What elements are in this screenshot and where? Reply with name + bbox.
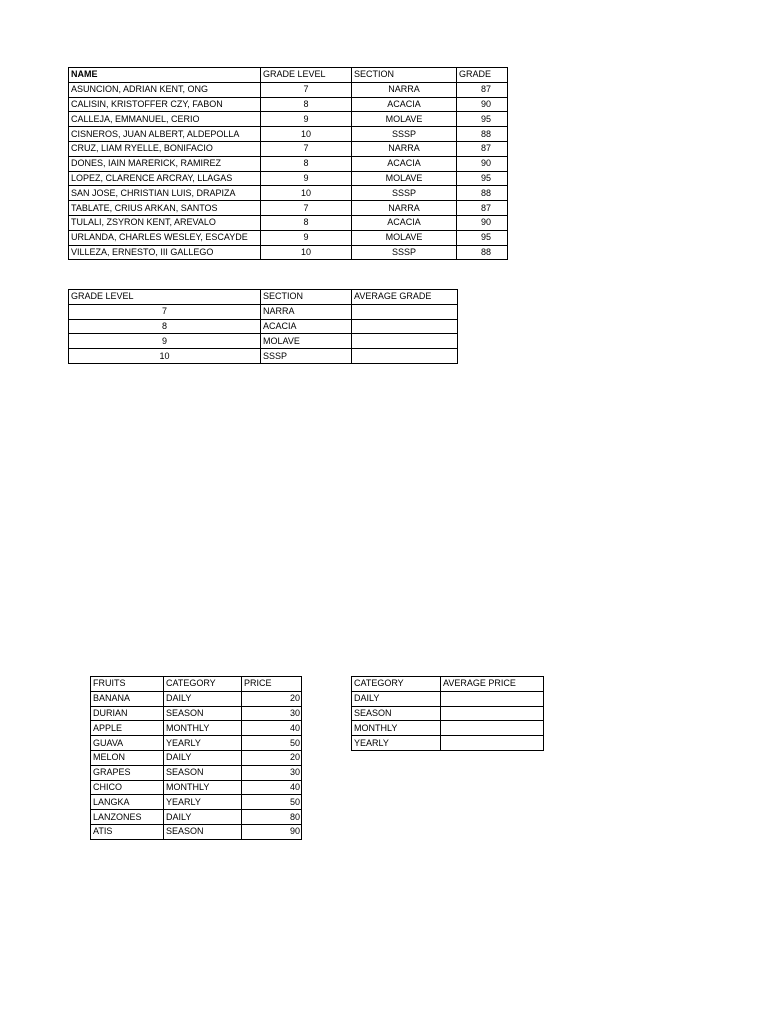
table-cell[interactable]: SSSP xyxy=(352,127,457,142)
table-cell[interactable]: SEASON xyxy=(164,824,242,839)
table-cell[interactable]: 88 xyxy=(457,127,508,142)
table-cell[interactable]: 10 xyxy=(261,245,352,260)
table-cell[interactable]: SSSP xyxy=(352,245,457,260)
header-cell[interactable]: GRADE LEVEL xyxy=(69,290,261,305)
table-cell[interactable]: SSSP xyxy=(352,186,457,201)
table-row xyxy=(69,186,508,201)
table-row xyxy=(69,215,508,230)
table-cell[interactable]: MOLAVE xyxy=(352,171,457,186)
table-cell[interactable]: GUAVA xyxy=(91,736,164,751)
table-row xyxy=(352,706,544,721)
header-cell[interactable]: CATEGORY xyxy=(352,677,441,692)
header-cell[interactable]: SECTION xyxy=(261,290,352,305)
header-cell[interactable]: GRADE LEVEL xyxy=(261,68,352,83)
table-cell[interactable]: NARRA xyxy=(261,304,352,319)
table-cell[interactable]: LANZONES xyxy=(91,810,164,825)
table-row xyxy=(69,141,508,156)
table-row xyxy=(352,736,544,751)
table-cell[interactable]: TULALI, ZSYRON KENT, AREVALO xyxy=(69,215,261,230)
table-cell[interactable]: 10 xyxy=(261,186,352,201)
table-cell[interactable]: 7 xyxy=(261,141,352,156)
header-cell[interactable]: PRICE xyxy=(242,677,302,692)
table-cell[interactable]: 8 xyxy=(261,215,352,230)
table-row xyxy=(69,334,458,349)
table-cell[interactable]: 7 xyxy=(261,201,352,216)
table-row xyxy=(69,230,508,245)
table-row xyxy=(91,810,302,825)
table-row xyxy=(69,319,458,334)
table-cell[interactable]: YEARLY xyxy=(164,795,242,810)
table-cell[interactable]: 87 xyxy=(457,201,508,216)
table-row xyxy=(91,721,302,736)
table-cell[interactable]: DAILY xyxy=(164,750,242,765)
table-row xyxy=(69,82,508,97)
table-row xyxy=(69,112,508,127)
table-cell[interactable]: MELON xyxy=(91,750,164,765)
table-cell[interactable] xyxy=(352,334,458,349)
table-row xyxy=(69,97,508,112)
table-cell[interactable]: DONES, IAIN MARERICK, RAMIREZ xyxy=(69,156,261,171)
category-average-table-body xyxy=(352,677,544,751)
grades-table xyxy=(68,67,508,260)
header-row xyxy=(69,68,508,83)
table-cell[interactable]: MOLAVE xyxy=(352,112,457,127)
table-cell[interactable]: ASUNCION, ADRIAN KENT, ONG xyxy=(69,82,261,97)
table-cell[interactable]: 95 xyxy=(457,230,508,245)
fruits-table-body xyxy=(91,677,302,840)
table-cell[interactable]: VILLEZA, ERNESTO, III GALLEGO xyxy=(69,245,261,260)
table-cell[interactable] xyxy=(441,721,544,736)
header-cell[interactable]: AVERAGE PRICE xyxy=(441,677,544,692)
table-cell[interactable]: ACACIA xyxy=(261,319,352,334)
table-cell[interactable]: 90 xyxy=(457,97,508,112)
table-cell[interactable]: SAN JOSE, CHRISTIAN LUIS, DRAPIZA xyxy=(69,186,261,201)
table-cell[interactable]: MOLAVE xyxy=(261,334,352,349)
table-row xyxy=(91,795,302,810)
table-cell[interactable]: CALISIN, KRISTOFFER CZY, FABON xyxy=(69,97,261,112)
table-cell[interactable]: LOPEZ, CLARENCE ARCRAY, LLAGAS xyxy=(69,171,261,186)
table-row xyxy=(69,245,508,260)
table-row xyxy=(91,736,302,751)
table-cell[interactable]: SEASON xyxy=(164,706,242,721)
table-cell[interactable]: 88 xyxy=(457,245,508,260)
table-cell[interactable]: 95 xyxy=(457,112,508,127)
table-cell[interactable]: SSSP xyxy=(261,349,352,364)
table-cell[interactable]: 90 xyxy=(242,824,302,839)
table-cell[interactable]: 7 xyxy=(261,82,352,97)
table-cell[interactable]: LANGKA xyxy=(91,795,164,810)
table-row xyxy=(69,171,508,186)
table-cell[interactable]: DAILY xyxy=(352,691,441,706)
table-cell[interactable]: 88 xyxy=(457,186,508,201)
table-cell[interactable]: CISNEROS, JUAN ALBERT, ALDEPOLLA xyxy=(69,127,261,142)
table-cell[interactable]: URLANDA, CHARLES WESLEY, ESCAYDE xyxy=(69,230,261,245)
table-cell[interactable]: NARRA xyxy=(352,141,457,156)
table-row xyxy=(69,156,508,171)
table-cell[interactable]: 9 xyxy=(261,112,352,127)
table-cell[interactable]: MOLAVE xyxy=(352,230,457,245)
table-row xyxy=(69,201,508,216)
table-cell[interactable]: CALLEJA, EMMANUEL, CERIO xyxy=(69,112,261,127)
table-cell[interactable]: 9 xyxy=(261,171,352,186)
table-row xyxy=(91,691,302,706)
header-cell[interactable]: SECTION xyxy=(352,68,457,83)
table-cell[interactable]: CRUZ, LIAM RYELLE, BONIFACIO xyxy=(69,141,261,156)
table-cell[interactable]: 87 xyxy=(457,141,508,156)
table-cell[interactable]: 20 xyxy=(242,750,302,765)
table-cell[interactable]: 8 xyxy=(261,97,352,112)
table-cell[interactable]: APPLE xyxy=(91,721,164,736)
table-cell[interactable]: MONTHLY xyxy=(164,780,242,795)
header-cell[interactable]: FRUITS xyxy=(91,677,164,692)
table-cell[interactable]: 80 xyxy=(242,810,302,825)
table-cell[interactable]: NARRA xyxy=(352,201,457,216)
table-row xyxy=(69,127,508,142)
grades-table-body xyxy=(69,68,508,260)
table-cell[interactable]: YEARLY xyxy=(352,736,441,751)
table-cell[interactable]: 90 xyxy=(457,156,508,171)
table-row xyxy=(91,824,302,839)
table-row xyxy=(352,721,544,736)
header-row xyxy=(352,677,544,692)
table-cell[interactable]: 10 xyxy=(261,127,352,142)
table-cell[interactable]: ACACIA xyxy=(352,215,457,230)
table-row xyxy=(91,780,302,795)
table-cell[interactable] xyxy=(352,349,458,364)
table-cell[interactable]: 8 xyxy=(261,156,352,171)
table-row xyxy=(352,691,544,706)
table-cell[interactable]: YEARLY xyxy=(164,736,242,751)
table-cell[interactable]: 95 xyxy=(457,171,508,186)
table-cell[interactable]: ACACIA xyxy=(352,156,457,171)
table-cell[interactable] xyxy=(352,304,458,319)
table-row xyxy=(91,750,302,765)
table-cell[interactable]: 8 xyxy=(69,319,261,334)
table-cell[interactable]: 20 xyxy=(242,691,302,706)
table-cell[interactable]: SEASON xyxy=(352,706,441,721)
table-row xyxy=(91,765,302,780)
table-cell[interactable]: 9 xyxy=(69,334,261,349)
table-cell[interactable]: CHICO xyxy=(91,780,164,795)
table-row xyxy=(69,304,458,319)
table-cell[interactable]: 9 xyxy=(261,230,352,245)
header-row xyxy=(69,290,458,305)
table-cell[interactable]: 50 xyxy=(242,736,302,751)
table-cell[interactable]: 30 xyxy=(242,765,302,780)
table-cell[interactable]: 87 xyxy=(457,82,508,97)
table-cell[interactable]: 30 xyxy=(242,706,302,721)
table-cell[interactable]: NARRA xyxy=(352,82,457,97)
header-cell[interactable]: AVERAGE GRADE xyxy=(352,290,458,305)
table-cell[interactable] xyxy=(441,736,544,751)
table-cell[interactable]: MONTHLY xyxy=(352,721,441,736)
header-cell[interactable]: NAME xyxy=(69,68,261,83)
table-cell[interactable]: DURIAN xyxy=(91,706,164,721)
table-cell[interactable]: TABLATE, CRIUS ARKAN, SANTOS xyxy=(69,201,261,216)
header-cell[interactable]: GRADE xyxy=(457,68,508,83)
header-cell[interactable]: CATEGORY xyxy=(164,677,242,692)
table-cell[interactable]: 7 xyxy=(69,304,261,319)
table-cell[interactable]: ACACIA xyxy=(352,97,457,112)
table-cell[interactable]: SEASON xyxy=(164,765,242,780)
header-row xyxy=(91,677,302,692)
table-cell[interactable]: BANANA xyxy=(91,691,164,706)
average-grade-table xyxy=(68,289,458,364)
fruits-table xyxy=(90,676,302,840)
table-cell[interactable]: 10 xyxy=(69,349,261,364)
table-cell[interactable]: 50 xyxy=(242,795,302,810)
table-cell[interactable]: GRAPES xyxy=(91,765,164,780)
table-cell[interactable]: DAILY xyxy=(164,810,242,825)
table-cell[interactable]: MONTHLY xyxy=(164,721,242,736)
table-cell[interactable]: 40 xyxy=(242,780,302,795)
table-cell[interactable]: ATIS xyxy=(91,824,164,839)
table-cell[interactable] xyxy=(441,691,544,706)
table-row xyxy=(69,349,458,364)
table-row xyxy=(91,706,302,721)
table-cell[interactable] xyxy=(352,319,458,334)
table-cell[interactable]: DAILY xyxy=(164,691,242,706)
table-cell[interactable]: 90 xyxy=(457,215,508,230)
table-cell[interactable] xyxy=(441,706,544,721)
average-grade-table-body xyxy=(69,290,458,364)
category-average-table xyxy=(351,676,544,751)
table-cell[interactable]: 40 xyxy=(242,721,302,736)
